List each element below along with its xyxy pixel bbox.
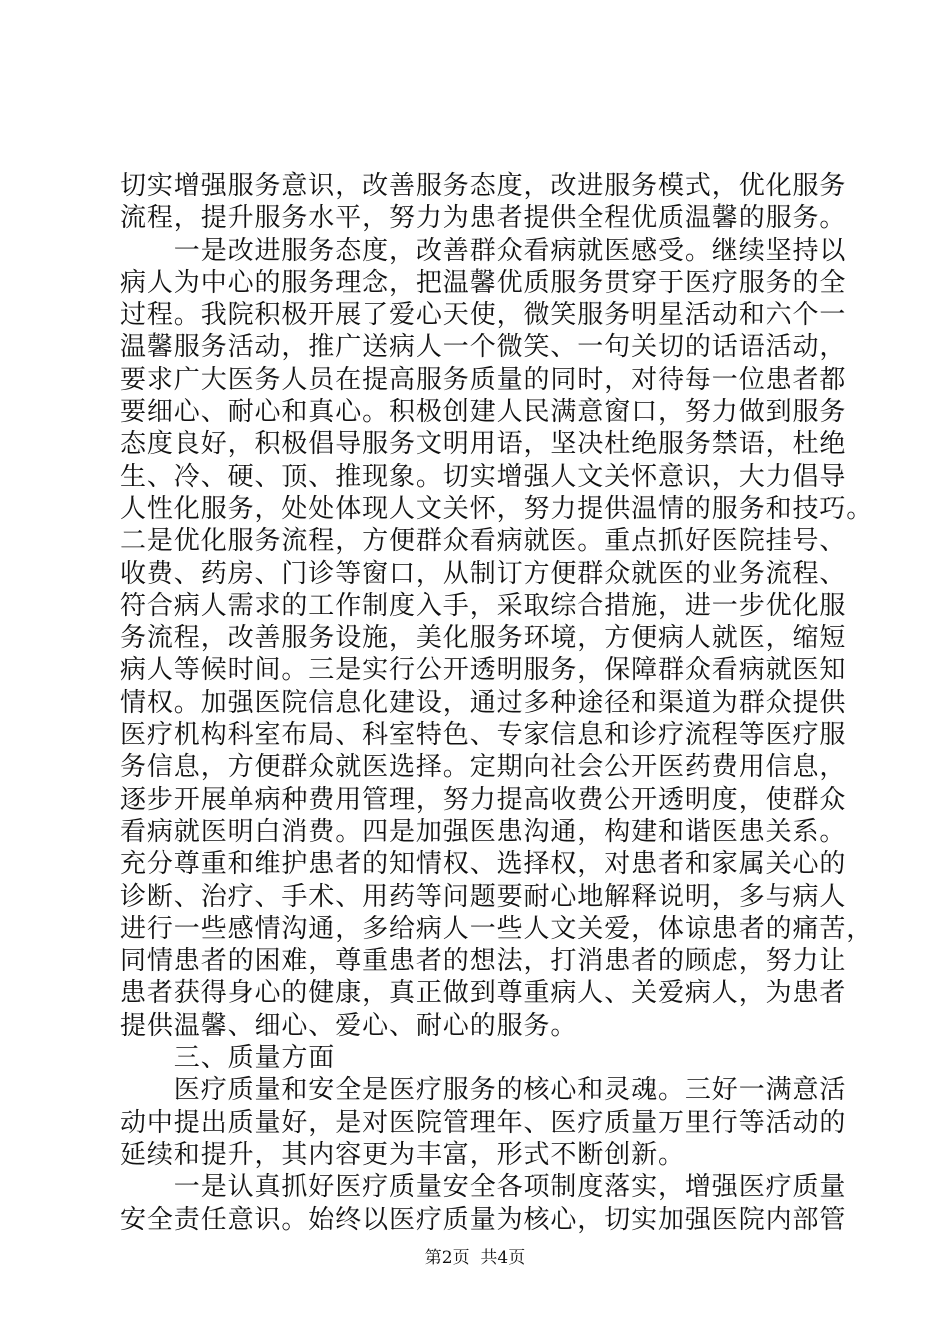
text-line: 充分尊重和维护患者的知情权、选择权，对患者和家属关心的 [120, 849, 847, 880]
text-line: 流程，提升服务水平，努力为患者提供全程优质温馨的服务。 [120, 203, 847, 234]
text-line: 三、质量方面 [120, 1043, 336, 1074]
body-text [120, 170, 874, 1236]
text-line: 提供温馨、细心、爱心、耐心的服务。 [120, 1010, 578, 1041]
text-line: 进行一些感情沟通，多给病人一些人文关爱，体谅患者的痛苦， [120, 913, 874, 944]
text-line: 一是认真抓好医疗质量安全各项制度落实，增强医疗质量 [120, 1172, 847, 1203]
text-line: 人性化服务，处处体现人文关怀，努力提供温情的服务和技巧。 [120, 493, 874, 524]
text-line: 看病就医明白消费。四是加强医患沟通，构建和谐医患关系。 [120, 816, 847, 847]
text-line: 要求广大医务人员在提高服务质量的同时，对待每一位患者都 [120, 364, 847, 395]
text-line: 务流程，改善服务设施，美化服务环境，方便病人就医，缩短 [120, 623, 847, 654]
text-line: 情权。加强医院信息化建设，通过多种途径和渠道为群众提供 [120, 687, 847, 718]
text-line: 符合病人需求的工作制度入手，采取综合措施，进一步优化服 [120, 590, 847, 621]
text-line: 过程。我院积极开展了爱心天使，微笑服务明星活动和六个一 [120, 300, 847, 331]
text-line: 动中提出质量好，是对医院管理年、医疗质量万里行等活动的 [120, 1107, 847, 1138]
text-line: 病人等候时间。三是实行公开透明服务，保障群众看病就医知 [120, 655, 847, 686]
text-line: 安全责任意识。始终以医疗质量为核心，切实加强医院内部管 [120, 1204, 847, 1235]
text-line: 病人为中心的服务理念，把温馨优质服务贯穿于医疗服务的全 [120, 267, 847, 298]
text-line: 一是改进服务态度，改善群众看病就医感受。继续坚持以 [120, 235, 847, 266]
text-line: 医疗质量和安全是医疗服务的核心和灵魂。三好一满意活 [120, 1075, 847, 1106]
text-line: 诊断、治疗、手术、用药等问题要耐心地解释说明，多与病人 [120, 881, 847, 912]
text-line: 延续和提升，其内容更为丰富，形式不断创新。 [120, 1139, 685, 1170]
text-line: 患者获得身心的健康，真正做到尊重病人、关爱病人，为患者 [120, 978, 847, 1009]
text-line: 同情患者的困难，尊重患者的想法，打消患者的顾虑，努力让 [120, 946, 847, 977]
text-line: 切实增强服务意识，改善服务态度，改进服务模式，优化服务 [120, 171, 847, 201]
page-footer: 第2页 共4页 [424, 1248, 526, 1268]
text-line: 二是优化服务流程，方便群众看病就医。重点抓好医院挂号、 [120, 526, 847, 557]
text-line: 态度良好，积极倡导服务文明用语，坚决杜绝服务禁语，杜绝 [120, 429, 847, 460]
text-line: 要细心、耐心和真心。积极创建人民满意窗口，努力做到服务 [120, 397, 847, 428]
text-line: 医疗机构科室布局、科室特色、专家信息和诊疗流程等医疗服 [120, 720, 847, 751]
text-line: 温馨服务活动，推广送病人一个微笑、一句关切的话语活动， [120, 332, 847, 363]
text-line: 务信息，方便群众就医选择。定期向社会公开医药费用信息， [120, 752, 847, 783]
text-line: 生、冷、硬、顶、推现象。切实增强人文关怀意识，大力倡导 [120, 461, 847, 492]
text-line: 逐步开展单病种费用管理，努力提高收费公开透明度，使群众 [120, 784, 847, 815]
text-line: 收费、药房、门诊等窗口，从制订方便群众就医的业务流程、 [120, 558, 847, 589]
